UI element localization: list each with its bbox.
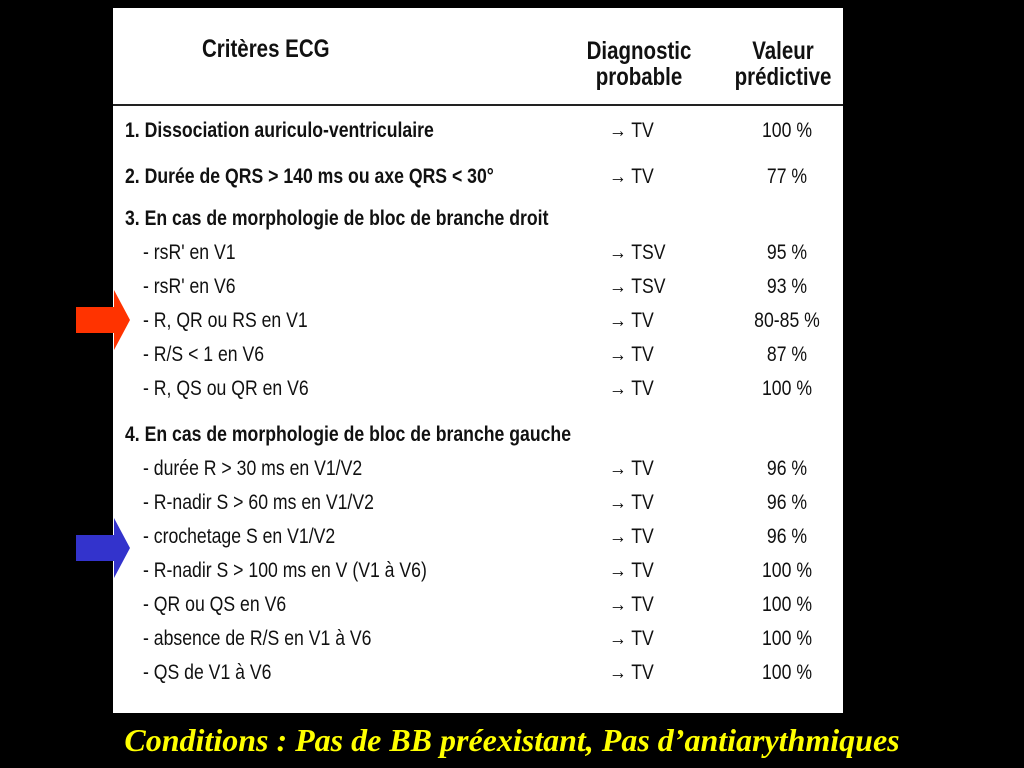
diagnosis-cell: → TV (609, 559, 654, 582)
predictive-value-cell: 100 % (761, 119, 813, 142)
table-section-row (113, 207, 843, 237)
criterion-cell: - R-nadir S > 60 ms en V1/V2 (143, 491, 374, 514)
diagnosis-cell: → TV (609, 593, 654, 616)
table-row (113, 525, 843, 555)
criterion-cell: 3. En cas de morphologie de bloc de branche droit (125, 207, 549, 230)
table-row (113, 627, 843, 657)
table-row (113, 377, 843, 407)
predictive-value-cell: 95 % (766, 241, 808, 264)
criterion-cell: - rsR' en V1 (143, 241, 236, 264)
blue-arrow-icon (76, 518, 130, 578)
table-row (113, 661, 843, 691)
predictive-value-cell: 100 % (761, 627, 813, 650)
table-row (113, 343, 843, 373)
predictive-value-cell: 96 % (766, 525, 808, 548)
predictive-value-cell: 87 % (766, 343, 808, 366)
criterion-cell: - absence de R/S en V1 à V6 (143, 627, 372, 650)
criterion-cell: 2. Durée de QRS > 140 ms ou axe QRS < 30° (125, 165, 494, 188)
diagnosis-cell: → TV (609, 491, 654, 514)
predictive-value-cell: 77 % (766, 165, 808, 188)
table-row (113, 491, 843, 521)
criterion-cell: 4. En cas de morphologie de bloc de branche gauche (125, 423, 572, 446)
table-row (113, 457, 843, 487)
table-section-row (113, 165, 843, 195)
criterion-cell: - durée R > 30 ms en V1/V2 (143, 457, 363, 480)
diagnosis-cell: → TV (609, 309, 654, 332)
diagnosis-cell: → TV (609, 119, 654, 142)
predictive-value-cell: 100 % (761, 593, 813, 616)
table-row (113, 559, 843, 589)
table-row (113, 309, 843, 339)
criterion-cell: - R, QS ou QR en V6 (143, 377, 309, 400)
criterion-cell: - crochetage S en V1/V2 (143, 525, 336, 548)
header-divider (113, 104, 843, 106)
diagnosis-cell: → TV (609, 343, 654, 366)
diagnosis-cell: → TV (609, 377, 654, 400)
predictive-value-cell: 100 % (761, 377, 813, 400)
predictive-value-cell: 100 % (761, 661, 813, 684)
ecg-criteria-table (113, 8, 843, 713)
table-row (113, 241, 843, 271)
predictive-value-cell: 93 % (766, 275, 808, 298)
predictive-value-cell: 80-85 % (754, 309, 820, 332)
diagnosis-cell: → TSV (609, 275, 666, 298)
diagnosis-cell: → TV (609, 627, 654, 650)
criterion-cell: - rsR' en V6 (143, 275, 236, 298)
criterion-cell: - R-nadir S > 100 ms en V (V1 à V6) (143, 559, 427, 582)
criterion-cell: - R/S < 1 en V6 (143, 343, 265, 366)
table-row (113, 593, 843, 623)
diagnosis-cell: → TSV (609, 241, 666, 264)
header-diagnosis: Diagnostic probable (586, 37, 692, 91)
criterion-cell: 1. Dissociation auriculo-ventriculaire (125, 119, 434, 142)
header-predictive-value: Valeur prédictive (734, 37, 832, 91)
predictive-value-cell: 100 % (761, 559, 813, 582)
criterion-cell: - QS de V1 à V6 (143, 661, 272, 684)
diagnosis-cell: → TV (609, 165, 654, 188)
predictive-value-cell: 96 % (766, 457, 808, 480)
predictive-value-cell: 96 % (766, 491, 808, 514)
table-row (113, 275, 843, 305)
conditions-footer: Conditions : Pas de BB préexistant, Pas d’antiarythmiques (124, 722, 900, 758)
header-criteria: Critères ECG (202, 35, 330, 63)
diagnosis-cell: → TV (609, 457, 654, 480)
red-arrow-icon (76, 290, 130, 350)
criterion-cell: - QR ou QS en V6 (143, 593, 287, 616)
criterion-cell: - R, QR ou RS en V1 (143, 309, 308, 332)
table-section-row (113, 423, 843, 453)
diagnosis-cell: → TV (609, 525, 654, 548)
diagnosis-cell: → TV (609, 661, 654, 684)
table-section-row (113, 119, 843, 149)
